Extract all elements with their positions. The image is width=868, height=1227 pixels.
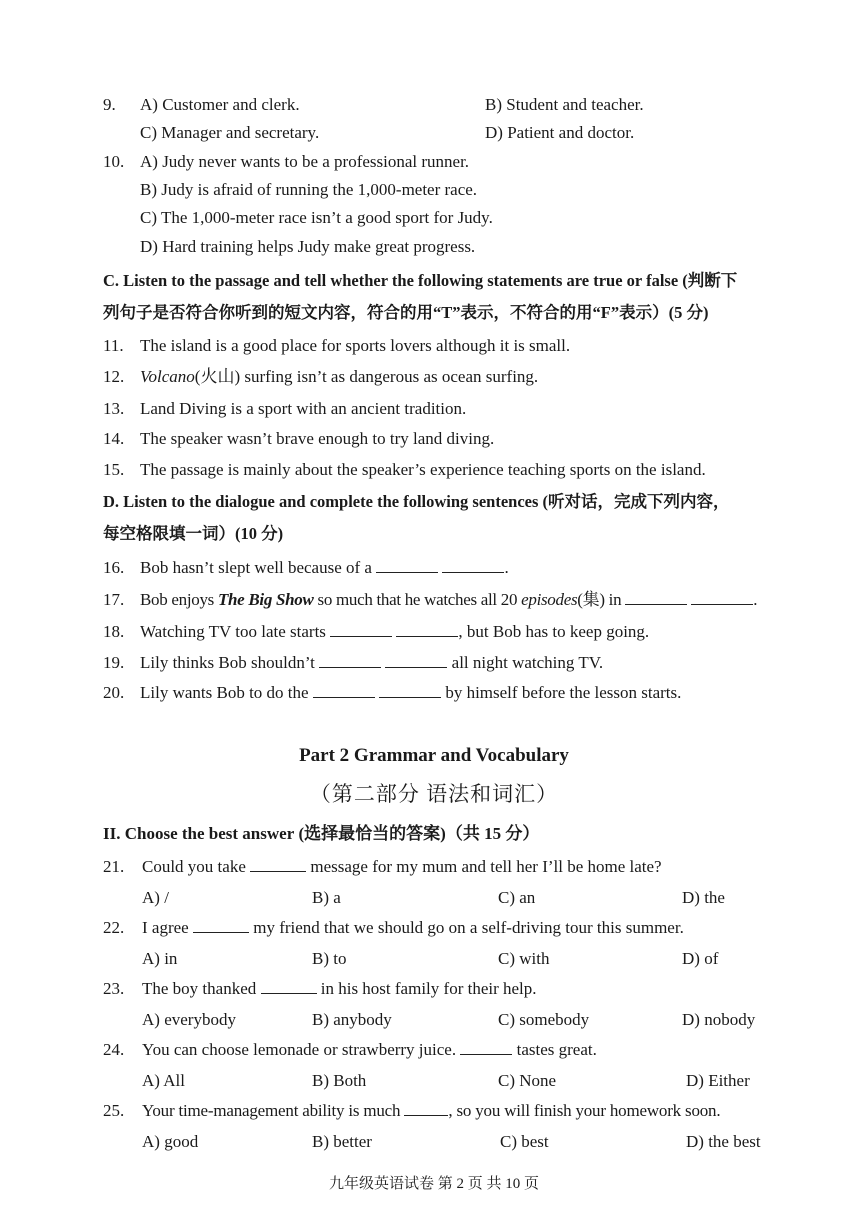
answer-blank[interactable] — [460, 1040, 512, 1055]
question-number: 21. — [103, 857, 125, 876]
option-d[interactable]: D) nobody — [682, 1010, 756, 1029]
stem-start: Your time-management ability is much — [142, 1101, 401, 1120]
stem-start: You can choose lemonade or strawberry juice. — [142, 1040, 457, 1059]
question-number: 9. — [103, 95, 116, 114]
option-b[interactable]: B) a — [312, 888, 341, 907]
statement-text: The speaker wasn’t brave enough to try land diving. — [140, 429, 495, 448]
section-ii-cn: (选择最恰当的答案)（共 15 分） — [298, 824, 540, 843]
stem-start: Could you take — [142, 857, 246, 876]
question-number: 14. — [103, 429, 125, 448]
sentence-end: , but Bob has to keep going. — [458, 622, 650, 641]
sentence-end: . — [753, 590, 758, 609]
sentence-middle: (集) in — [577, 590, 622, 609]
statement-text — [140, 366, 538, 388]
option-c[interactable]: C) None — [498, 1071, 557, 1090]
stem-end: my friend that we should go on a self-driving tour this summer. — [253, 918, 684, 937]
italic-term: Volcano — [140, 367, 195, 386]
stem-end: in his host family for their help. — [320, 979, 537, 998]
sentence-end: . — [504, 558, 509, 577]
stem-start: I agree — [142, 918, 189, 937]
section-c-heading: C. Listen to the passage and tell whether the following statements are true or false (判断下 — [103, 271, 738, 290]
option-d[interactable]: D) Either — [686, 1071, 750, 1090]
answer-blank[interactable] — [379, 683, 441, 698]
question-number: 18. — [103, 622, 125, 641]
sentence-end: by himself before the lesson starts. — [445, 683, 682, 702]
answer-blank[interactable] — [385, 653, 447, 668]
sentence-start: Lily thinks Bob shouldn’t — [140, 653, 315, 672]
stem-end: message for my mum and tell her I’ll be home late? — [310, 857, 662, 876]
statement-text: The island is a good place for sports lovers although it is small. — [140, 336, 571, 355]
option-d[interactable]: D) the best — [686, 1132, 761, 1151]
answer-blank[interactable] — [404, 1101, 448, 1116]
option-a[interactable]: A) / — [142, 888, 169, 907]
option-c: C) Manager and secretary. — [140, 123, 320, 142]
section-d-heading: D. Listen to the dialogue and complete the following sentences (听对话，完成下列内容， — [103, 492, 730, 511]
sentence — [140, 589, 757, 611]
option-a[interactable]: A) in — [142, 949, 178, 968]
answer-blank[interactable] — [396, 622, 458, 637]
option-c[interactable]: C) an — [498, 888, 536, 907]
answer-blank[interactable] — [313, 683, 375, 698]
option-b[interactable]: B) Both — [312, 1071, 367, 1090]
question-number: 20. — [103, 683, 125, 702]
question-number: 22. — [103, 918, 125, 937]
question-number: 15. — [103, 460, 125, 479]
sentence — [140, 557, 509, 579]
sentence — [140, 652, 603, 674]
question-number: 13. — [103, 399, 125, 418]
question-number: 25. — [103, 1101, 125, 1120]
section-d-heading-cont: 每空格限填一词）(10 分) — [103, 524, 284, 543]
part-title: Part 2 Grammar and Vocabulary — [299, 745, 569, 766]
statement-text: Land Diving is a sport with an ancient tradition. — [140, 399, 467, 418]
option-c: C) The 1,000-meter race isn’t a good sport for Judy. — [140, 208, 493, 227]
option-b[interactable]: B) better — [312, 1132, 372, 1151]
section-ii-heading — [103, 823, 539, 845]
option-a[interactable]: A) All — [142, 1071, 185, 1090]
answer-blank[interactable] — [625, 590, 687, 605]
answer-blank[interactable] — [261, 979, 317, 994]
option-a: A) Judy never wants to be a professional runner. — [140, 152, 470, 171]
question-number: 23. — [103, 979, 125, 998]
sentence — [140, 621, 649, 643]
option-b: B) Judy is afraid of running the 1,000-meter race. — [140, 180, 478, 199]
option-c[interactable]: C) best — [500, 1132, 549, 1151]
option-a[interactable]: A) everybody — [142, 1010, 236, 1029]
italic-term: episodes — [521, 590, 578, 609]
page-footer: 九年级英语试卷 第 2 页 共 10 页 — [328, 1176, 539, 1192]
section-c-heading-cont: 列句子是否符合你听到的短文内容，符合的用“T”表示，不符合的用“F”表示）(5 分) — [103, 303, 709, 322]
option-d[interactable]: D) the — [682, 888, 725, 907]
question-number: 24. — [103, 1040, 125, 1059]
statement-rest: (火山) surfing isn’t as dangerous as ocean surfing. — [194, 367, 539, 386]
option-c[interactable]: C) somebody — [498, 1010, 590, 1029]
sentence-start: Bob enjoys — [140, 590, 214, 609]
sentence-start: Bob hasn’t slept well because of a — [140, 558, 372, 577]
sentence — [140, 682, 681, 704]
sentence-start: Watching TV too late starts — [140, 622, 326, 641]
question-stem — [142, 917, 684, 939]
question-number: 16. — [103, 558, 125, 577]
sentence-start: Lily wants Bob to do the — [140, 683, 309, 702]
question-stem — [142, 978, 537, 1000]
option-a[interactable]: A) good — [142, 1132, 199, 1151]
question-stem — [142, 1039, 597, 1061]
question-number: 10. — [103, 152, 125, 171]
option-c[interactable]: C) with — [498, 949, 550, 968]
answer-blank[interactable] — [376, 558, 438, 573]
question-number: 12. — [103, 367, 125, 386]
question-stem — [142, 856, 662, 878]
option-b[interactable]: B) to — [312, 949, 347, 968]
option-d[interactable]: D) of — [682, 949, 719, 968]
statement-text: The passage is mainly about the speaker’s experience teaching sports on the island. — [140, 460, 706, 479]
show-title: The Big Show — [217, 590, 314, 609]
answer-blank[interactable] — [250, 857, 306, 872]
option-d: D) Hard training helps Judy make great progress. — [140, 237, 476, 256]
option-b: B) Student and teacher. — [485, 95, 644, 114]
option-d: D) Patient and doctor. — [485, 123, 635, 142]
question-number: 11. — [103, 336, 124, 355]
answer-blank[interactable] — [319, 653, 381, 668]
question-number: 17. — [103, 590, 125, 609]
option-a: A) Customer and clerk. — [140, 95, 300, 114]
answer-blank[interactable] — [193, 918, 249, 933]
answer-blank[interactable] — [330, 622, 392, 637]
section-ii-label: II. Choose the best answer — [103, 824, 295, 843]
option-b[interactable]: B) anybody — [312, 1010, 392, 1029]
stem-start: The boy thanked — [142, 979, 257, 998]
answer-blank[interactable] — [691, 590, 753, 605]
sentence-middle: so much that he watches all 20 — [317, 590, 518, 609]
stem-end: , so you will finish your homework soon. — [448, 1101, 721, 1120]
question-number: 19. — [103, 653, 125, 672]
question-stem — [142, 1100, 720, 1122]
stem-end: tastes great. — [516, 1040, 597, 1059]
sentence-end: all night watching TV. — [451, 653, 604, 672]
part-subtitle: （第二部分 语法和词汇） — [309, 782, 559, 806]
answer-blank[interactable] — [442, 558, 504, 573]
